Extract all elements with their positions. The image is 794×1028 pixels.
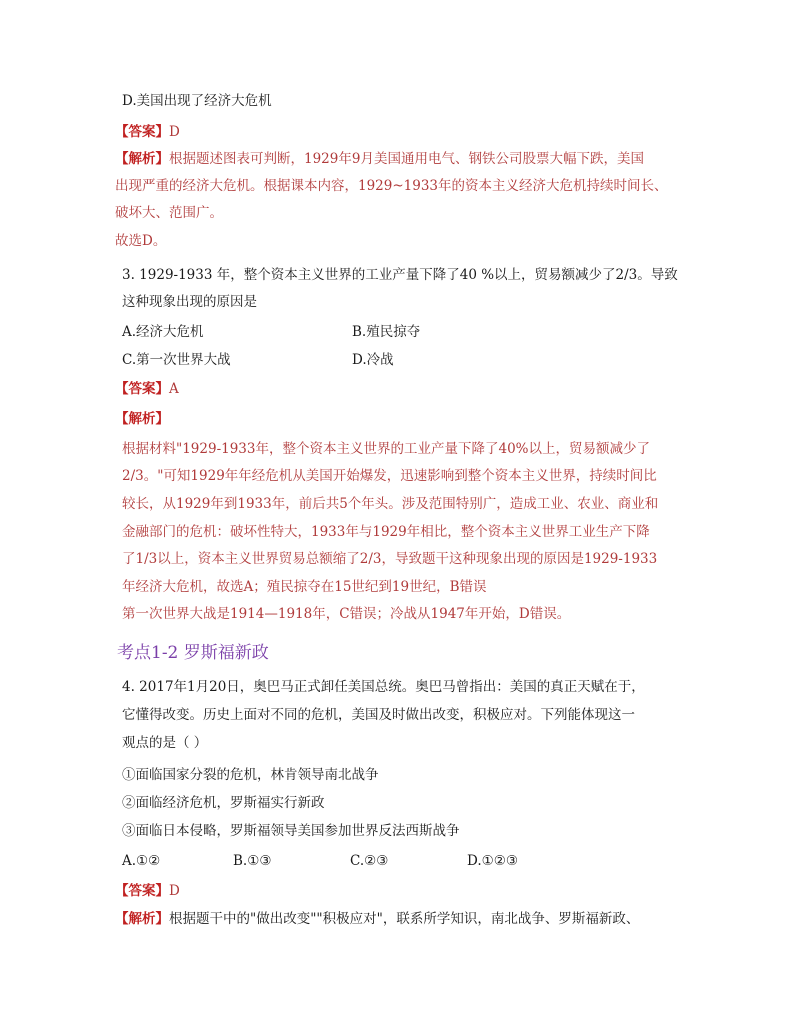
q4-option-b: B.①③	[233, 853, 272, 869]
q2-analysis-label: 【解析】	[115, 151, 169, 167]
q4-analysis-label: 【解析】	[115, 911, 169, 927]
q3-analysis-label: 【解析】	[115, 411, 169, 427]
q4-stem-line-3: 观点的是（ ）	[122, 735, 208, 751]
q3-analysis-line-6: 年经济大危机，故选A；殖民掠夺在15世纪到19世纪，B错误	[122, 579, 487, 595]
q4-stem-line-1: 4. 2017年1月20日，奥巴马正式卸任美国总统。奥巴马曾指出：美国的真正天赋在于，	[122, 679, 645, 695]
q4-answer-line	[115, 882, 180, 900]
q4-item-1: ①面临国家分裂的危机，林肯领导南北战争	[122, 767, 379, 783]
q3-answer-line	[115, 380, 179, 398]
q2-analysis-line-3: 破坏大、范围广。	[115, 205, 223, 221]
q4-answer-label: 【答案】	[115, 883, 169, 899]
q3-option-c: C.第一次世界大战	[122, 352, 231, 368]
q3-option-d: D.冷战	[352, 352, 394, 368]
q3-analysis-line-1: 根据材料"1929-1933年，整个资本主义世界的工业产量下降了40%以上，贸易额减少了	[122, 441, 650, 457]
q2-conclusion: 故选D。	[115, 233, 167, 249]
q2-analysis-text-1: 根据题述图表可判断，1929年9月美国通用电气、钢铁公司股票大幅下跌，美国	[169, 151, 644, 167]
q3-answer-value: A	[169, 381, 179, 397]
q3-analysis-line-4: 金融部门的危机：破坏性特大，1933年与1929年相比，整个资本主义世界工业生产下降	[122, 524, 650, 540]
q3-stem-line-2: 这种现象出现的原因是	[122, 294, 257, 310]
q4-option-a: A.①②	[122, 853, 161, 869]
q4-analysis-text-1: 根据题干中的"做出改变""积极应对"，联系所学知识，南北战争、罗斯福新政、	[169, 911, 640, 927]
q3-option-b: B.殖民掠夺	[352, 324, 421, 340]
q3-analysis-heading	[115, 410, 169, 428]
q4-option-d: D.①②③	[467, 853, 518, 869]
q2-answer-line	[115, 123, 180, 141]
q4-option-c: C.②③	[350, 853, 389, 869]
q3-option-a: A.经济大危机	[122, 324, 204, 340]
section-title: 考点1-2 罗斯福新政	[117, 643, 269, 663]
q3-analysis-line-2: 2/3。"可知1929年年经危机从美国开始爆发，迅速影响到整个资本主义世界，持续时间比	[122, 468, 657, 484]
q3-analysis-line-3: 较长，从1929年到1933年，前后共5个年头。涉及范围特别广，造成工业、农业、商业和	[122, 496, 659, 512]
q3-stem-line-1: 3. 1929-1933 年，整个资本主义世界的工业产量下降了40 %以上，贸易额减少了2/3。导致	[122, 267, 678, 283]
q2-analysis-line-2: 出现严重的经济大危机。根据课本内容，1929~1933年的资本主义经济大危机持续时间长、	[115, 178, 668, 194]
q3-analysis-line-5: 了1/3以上，资本主义世界贸易总额缩了2/3，导致题干这种现象出现的原因是1929-1933	[122, 551, 658, 567]
q4-stem-line-2: 它懂得改变。历史上面对不同的危机，美国及时做出改变，积极应对。下列能体现这一	[122, 707, 635, 723]
q3-answer-label: 【答案】	[115, 381, 169, 397]
q2-answer-label: 【答案】	[115, 124, 169, 140]
q4-answer-value: D	[169, 883, 180, 899]
q4-item-3: ③面临日本侵略，罗斯福领导美国参加世界反法西斯战争	[122, 823, 460, 839]
q3-analysis-line-7: 第一次世界大战是1914—1918年，C错误；冷战从1947年开始，D错误。	[122, 606, 571, 622]
q4-analysis-line-1	[115, 910, 639, 928]
q4-item-2: ②面临经济危机，罗斯福实行新政	[122, 795, 325, 811]
q2-analysis-line-1	[115, 150, 644, 168]
q2-answer-value: D	[169, 124, 180, 140]
q2-option-d: D.美国出现了经济大危机	[122, 93, 272, 109]
